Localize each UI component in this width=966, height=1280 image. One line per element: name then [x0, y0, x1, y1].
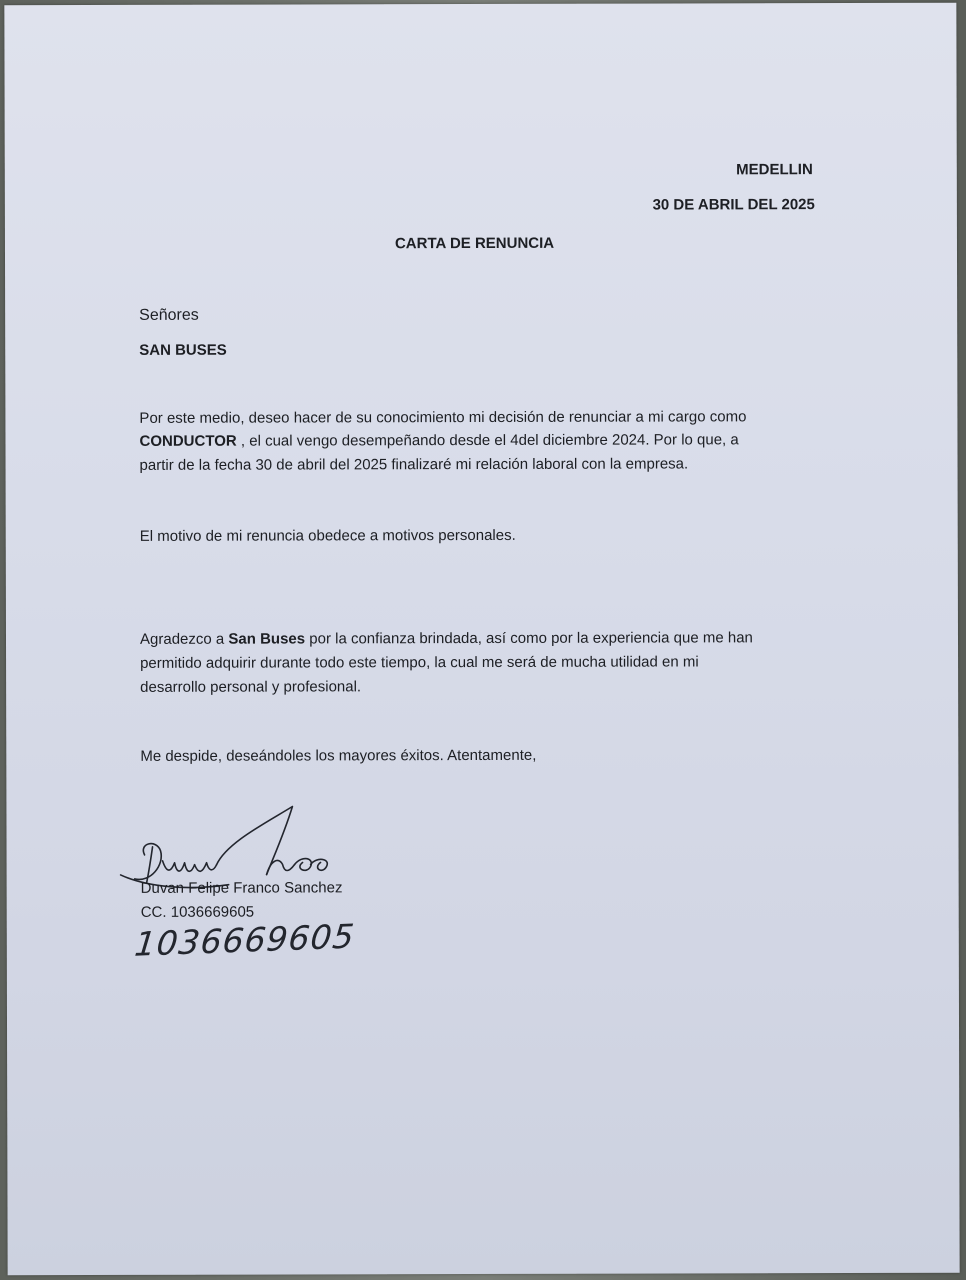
signer-name: Duvan Felipe Franco Sanchez [140, 879, 343, 897]
paragraph-3-line-1-text: por la confianza brindada, así como por la experiencia que me han [305, 629, 753, 648]
recipient-company: SAN BUSES [139, 341, 227, 359]
paragraph-1-line-2 [139, 428, 738, 453]
paragraph-3-prefix: Agradezco a [139, 630, 229, 648]
handwritten-id-number: 1036669605 [132, 916, 357, 964]
closing-line: Me despide, deseándoles los mayores éxitos. Atentamente, [140, 746, 537, 765]
paragraph-3-line-3: desarrollo personal y profesional. [140, 678, 362, 696]
job-role: CONDUCTOR [139, 432, 237, 450]
salutation: Señores [139, 306, 199, 324]
paragraph-3-line-1 [140, 626, 753, 651]
paragraph-1-line-3: partir de la fecha 30 de abril del 2025 finalizaré mi relación laboral con la empresa. [139, 455, 689, 474]
date: 30 DE ABRIL DEL 2025 [652, 196, 815, 214]
city: MEDELLIN [736, 161, 813, 179]
paragraph-3-line-2: permitido adquirir durante todo este tiempo, la cual me será de mucha utilidad en mi [140, 653, 699, 672]
signer-id: CC. 1036669605 [140, 903, 255, 921]
paragraph-1-line-2-text: , el cual vengo desempeñando desde el 4del diciembre 2024. Por lo que, a [236, 431, 739, 450]
paragraph-2: El motivo de mi renuncia obedece a motivos personales. [139, 526, 516, 545]
company-name-inline: San Buses [228, 630, 306, 648]
letter-title: CARTA DE RENUNCIA [394, 234, 555, 253]
paragraph-1-line-1: Por este medio, deseo hacer de su conocimiento mi decisión de renunciar a mi cargo como [139, 408, 747, 427]
letter-page [4, 3, 959, 1275]
